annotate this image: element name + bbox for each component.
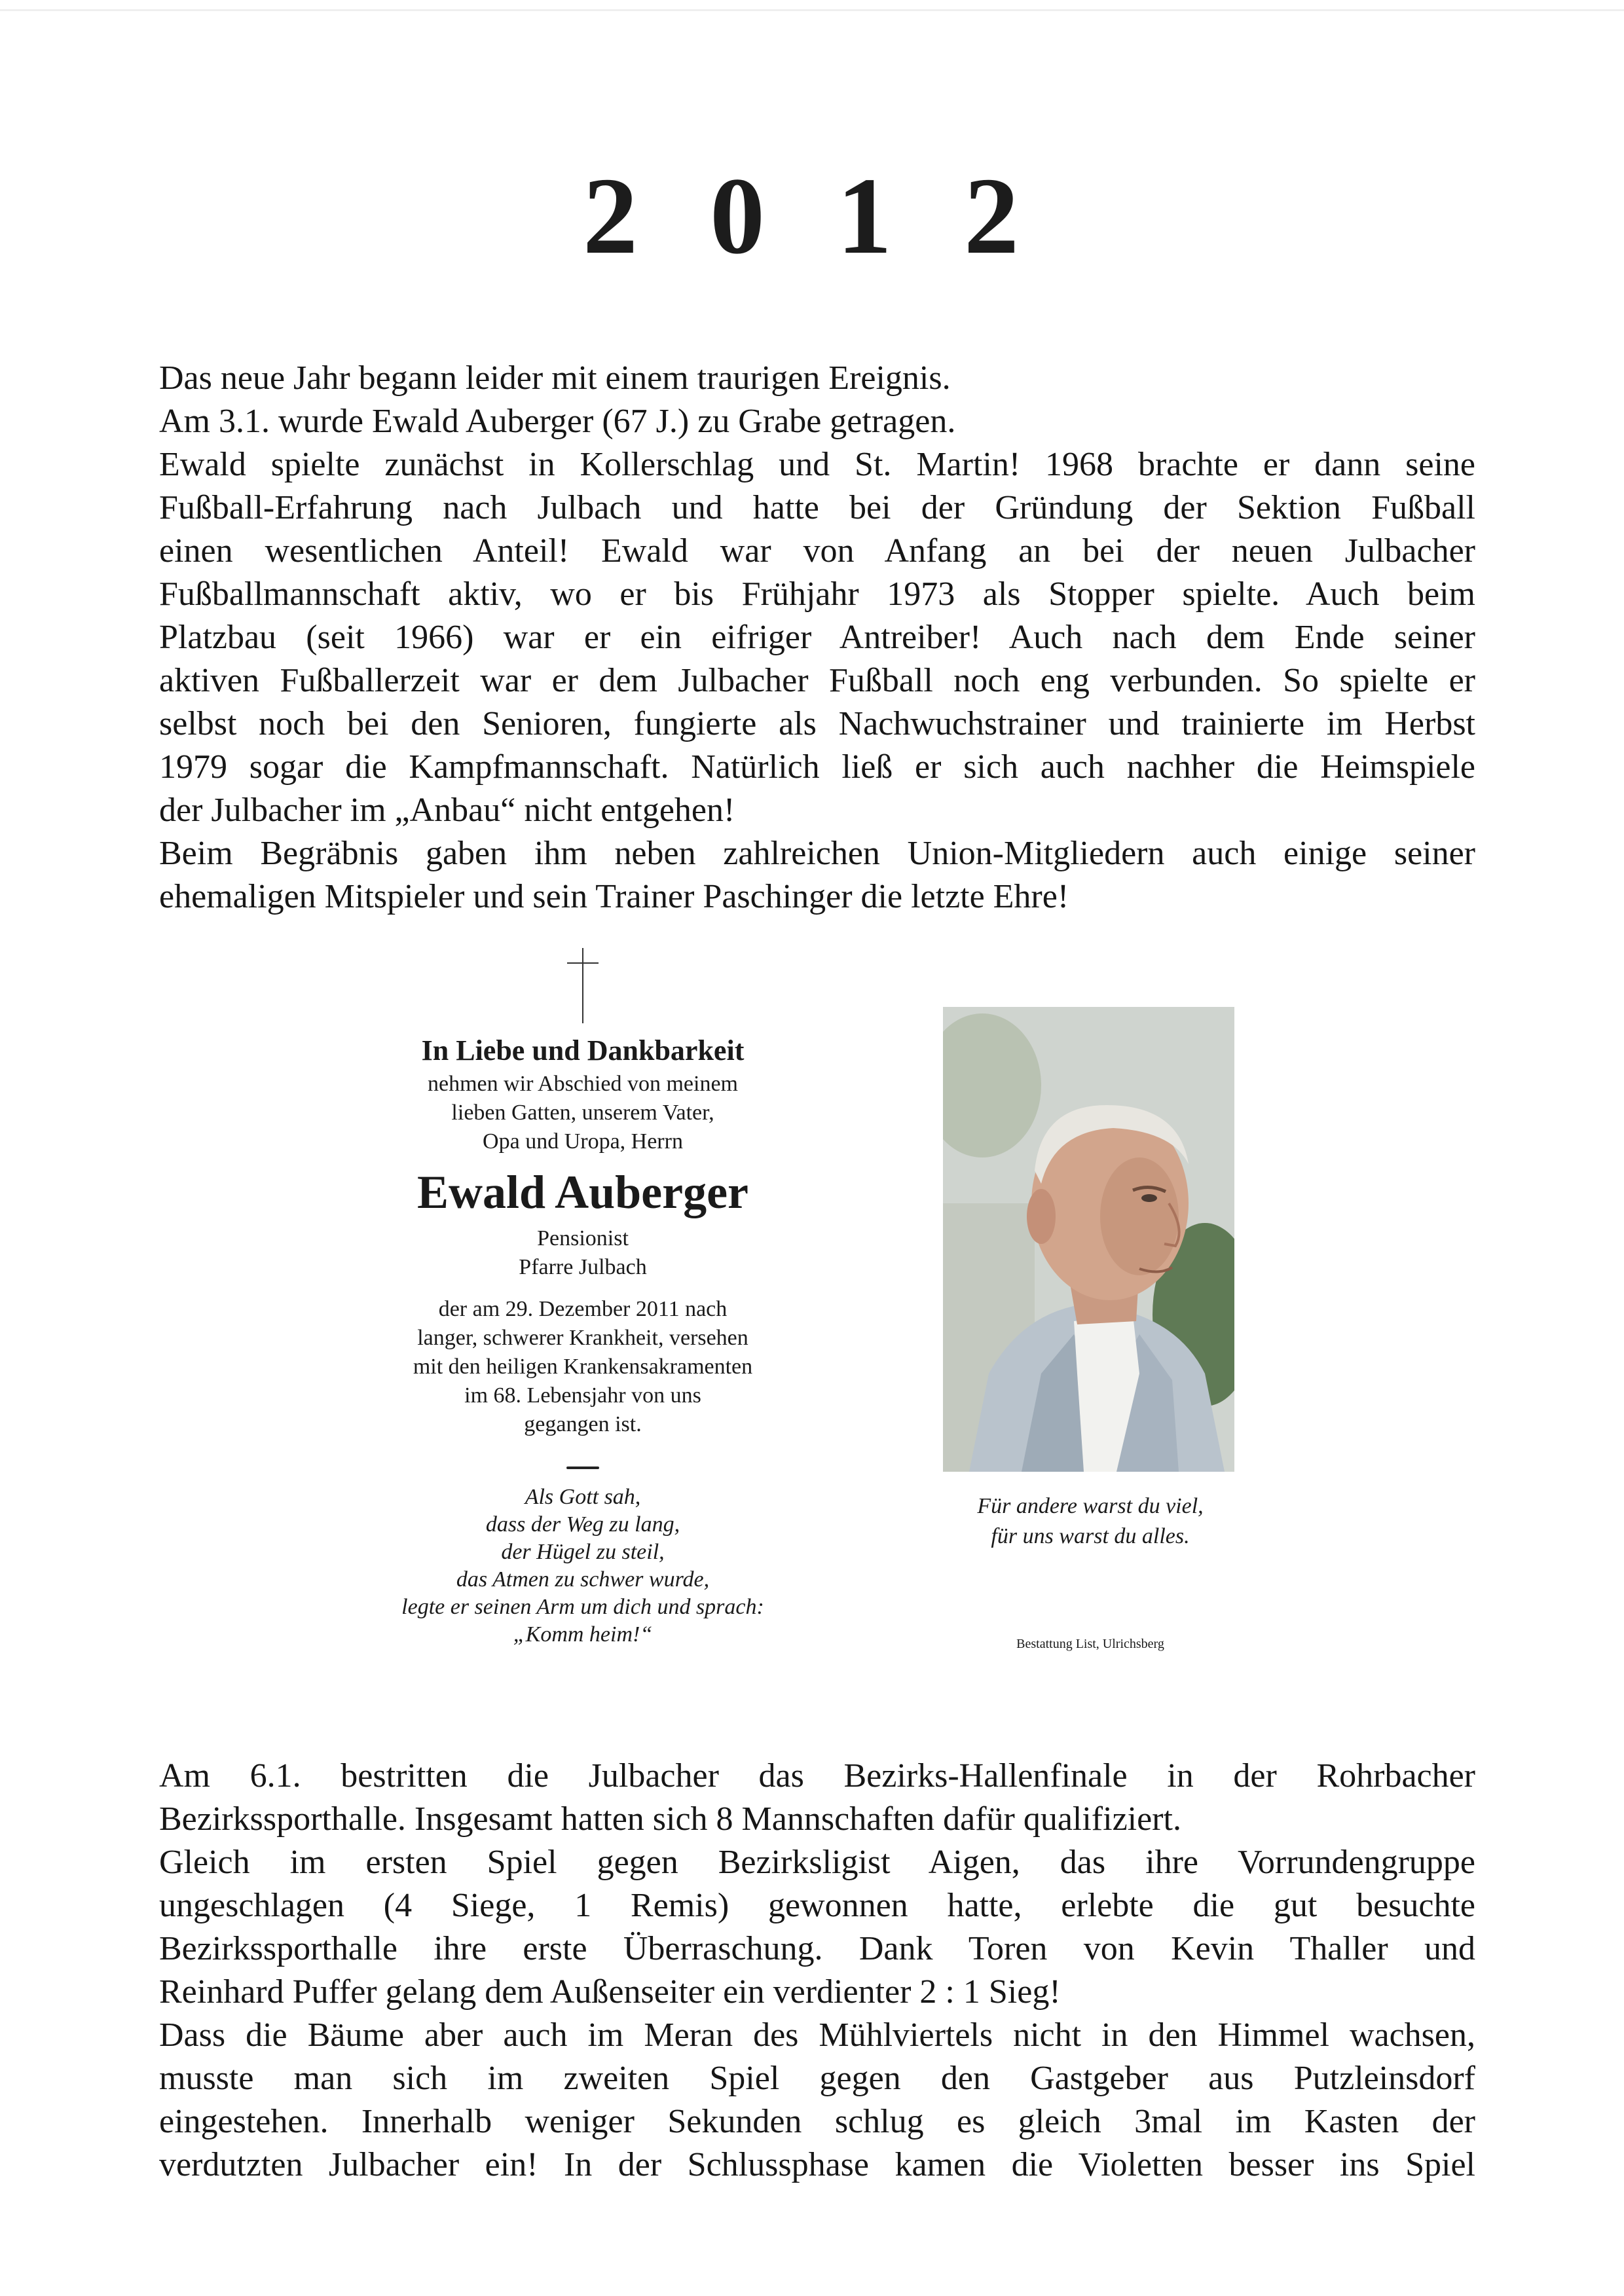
quote-line: Für andere warst du viel, [977, 1494, 1204, 1518]
paragraph-funeral-report [159, 357, 1475, 919]
poem-line: legte er seinen Arm um dich und sprach: [401, 1595, 764, 1619]
text-line: eingestehen. Innerhalb weniger Sekunden schlug es gleich 3mal im Kasten der [159, 2103, 1475, 2140]
text-line: verdutzten Julbacher ein! In der Schlussphase kamen die Violetten besser ins Spiel [159, 2146, 1475, 2183]
text-line: musste man sich im zweiten Spiel gegen den Gastgeber aus Putzleinsdorf [159, 2060, 1475, 2097]
text-line: Fußballmannschaft aktiv, wo er bis Frühjahr 1973 als Stopper spielte. Auch beim [159, 575, 1475, 613]
text-line: Bezirkssporthalle ihre erste Überraschung. Dank Toren von Kevin Thaller und [159, 1930, 1475, 1967]
obituary-notice [347, 948, 819, 1681]
text-line: 1979 sogar die Kampfmannschaft. Natürlich ließ er sich auch nachher die Heimspiele [159, 748, 1475, 786]
poem-line: „Komm heim!“ [513, 1622, 653, 1647]
ornament-divider [566, 1467, 599, 1469]
obituary-intro-line: Opa und Uropa, Herrn [483, 1129, 683, 1154]
text-line: selbst noch bei den Senioren, fungierte als Nachwuchstrainer und trainierte im Herbst [159, 705, 1475, 742]
text-line: Das neue Jahr begann leider mit einem traurigen Ereignis. [159, 359, 951, 397]
text-line: Am 3.1. wurde Ewald Auberger (67 J.) zu Grabe getragen. [159, 403, 956, 440]
text-line: Beim Begräbnis gaben ihm neben zahlreichen Union-Mitgliedern auch einige seiner [159, 835, 1475, 872]
text-line: Am 6.1. bestritten die Julbacher das Bezirks-Hallenfinale in der Rohrbacher [159, 1757, 1475, 1795]
obituary-photo-column [943, 1007, 1238, 1681]
poem-line: der Hügel zu steil, [501, 1540, 665, 1564]
text-line: Ewald spielte zunächst in Kollerschlag und St. Martin! 1968 brachte er dann seine [159, 446, 1475, 483]
obituary-intro-line: nehmen wir Abschied von meinem [427, 1072, 738, 1096]
obituary-name: Ewald Auberger [416, 1166, 748, 1218]
page-title-year: 2 0 1 2 [583, 155, 1041, 277]
obituary-text-line: der am 29. Dezember 2011 nach [438, 1297, 728, 1321]
obituary-text [347, 1295, 819, 1439]
text-line: aktiven Fußballerzeit war er dem Julbacher Fußball noch eng verbunden. So spielte er [159, 662, 1475, 699]
obituary-intro [347, 1070, 819, 1156]
obituary-intro-line: lieben Gatten, unserem Vater, [451, 1101, 714, 1125]
text-line: Dass die Bäume aber auch im Meran des Mühlviertels nicht in den Himmel wachsen, [159, 2016, 1475, 2054]
obituary-text-line: gegangen ist. [524, 1412, 642, 1436]
obituary-details [347, 1224, 819, 1282]
page-top-edge [0, 9, 1624, 11]
text-line: der Julbacher im „Anbau“ nicht entgehen! [159, 792, 735, 829]
undertaker-credit: Bestattung List, Ulrichsberg [1016, 1637, 1164, 1651]
text-line: Platzbau (seit 1966) war er ein eifriger Antreiber! Auch nach dem Ende seiner [159, 619, 1475, 656]
portrait-photo [943, 1007, 1234, 1472]
poem-line: dass der Weg zu lang, [485, 1512, 680, 1537]
obituary-parish: Pfarre Julbach [519, 1255, 647, 1279]
poem-line: Als Gott sah, [525, 1485, 641, 1509]
paragraph-indoor-final [159, 1755, 1475, 2187]
cross-icon [557, 948, 609, 1023]
obituary-occupation: Pensionist [537, 1226, 629, 1250]
text-line: ehemaligen Mitspieler und sein Trainer Paschinger die letzte Ehre! [159, 878, 1069, 915]
text-line: Bezirkssporthalle. Insgesamt hatten sich 8 Mannschaften dafür qualifiziert. [159, 1800, 1181, 1838]
obituary-heading: In Liebe und Dankbarkeit [421, 1034, 745, 1066]
text-line: ungeschlagen (4 Siege, 1 Remis) gewonnen hatte, erlebte die gut besuchte [159, 1887, 1475, 1924]
obituary-text-line: langer, schwerer Krankheit, versehen [417, 1326, 748, 1350]
obituary-text-line: im 68. Lebensjahr von uns [464, 1383, 701, 1408]
text-line: Reinhard Puffer gelang dem Außenseiter ein verdienter 2 : 1 Sieg! [159, 1973, 1061, 2011]
text-line: Fußball-Erfahrung nach Julbach und hatte bei der Gründung der Sektion Fußball [159, 489, 1475, 526]
quote-line: für uns warst du alles. [991, 1524, 1190, 1548]
obituary-poem [347, 1484, 819, 1649]
text-line: einen wesentlichen Anteil! Ewald war von Anfang an bei der neuen Julbacher [159, 532, 1475, 570]
obituary-text-line: mit den heiligen Krankensakramenten [413, 1355, 753, 1379]
text-line: Gleich im ersten Spiel gegen Bezirksligist Aigen, das ihre Vorrundengruppe [159, 1844, 1475, 1881]
poem-line: das Atmen zu schwer wurde, [456, 1567, 710, 1592]
obituary-quote [930, 1491, 1251, 1552]
